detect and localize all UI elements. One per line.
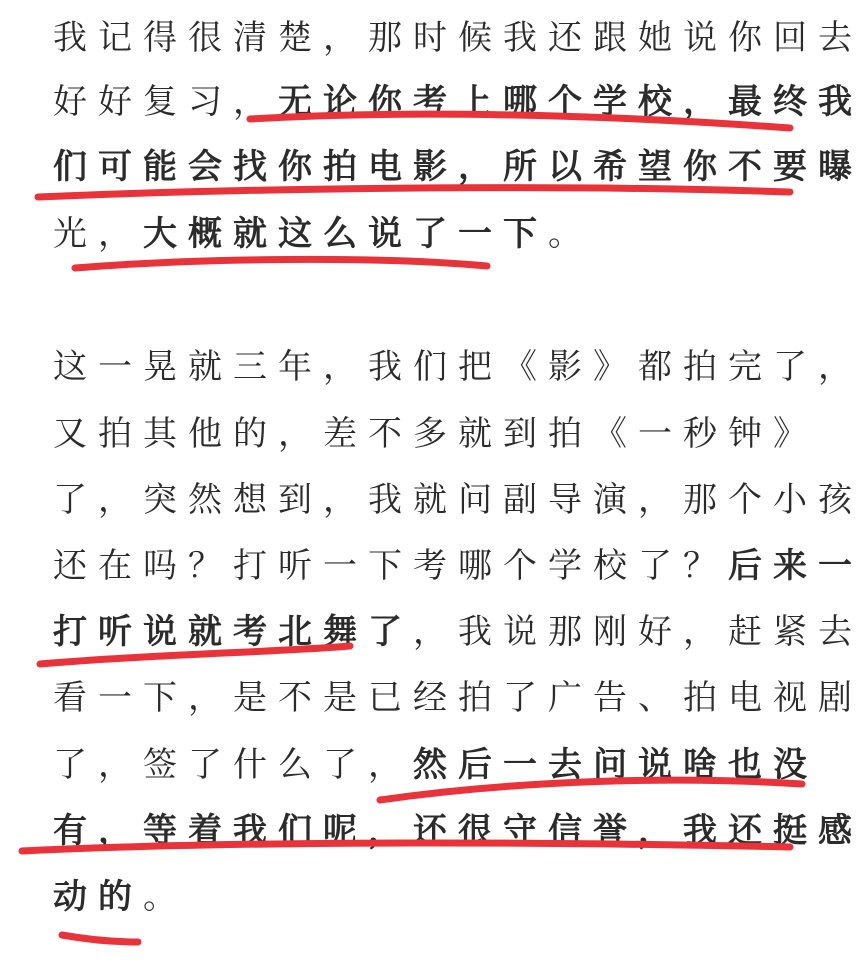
underlined-text-segment: 有，等着我们呢，还很守信誉，我还挺感: [53, 811, 863, 851]
text-line: [53, 807, 863, 855]
underline-stroke: [75, 259, 487, 268]
text-line: [53, 873, 188, 921]
text-segment: 了，突然想到，我就问副导演，那个小孩: [53, 480, 863, 520]
text-segment: 光，: [53, 214, 143, 254]
text-line: [53, 78, 863, 126]
underlined-text-segment: 们可能会找你拍电影，所以希望你不要曝: [53, 147, 863, 187]
text-segment: 了，签了什么了，: [53, 745, 413, 785]
text-segment: 又拍其他的，差不多就到拍《一秒钟》: [53, 414, 818, 454]
underlined-text-segment: 无论你考上哪个学校，最终我: [278, 82, 863, 122]
text-segment: 这一晃就三年，我们把《影》都拍完了，: [53, 347, 863, 387]
text-line: [53, 542, 863, 590]
text-segment: 好好复习，: [53, 82, 278, 122]
underlined-text-segment: 大概就这么说了一下: [143, 214, 548, 254]
text-line: [53, 143, 863, 191]
text-line: [53, 741, 818, 789]
underlined-text-segment: 然后一去问说啥也没: [413, 745, 818, 785]
text-line: [53, 343, 863, 391]
text-segment: 还在吗？打听一下考哪个学校了？: [53, 546, 728, 586]
text-segment: 。: [548, 214, 593, 254]
text-line: [53, 410, 818, 458]
text-line: [53, 674, 863, 722]
text-segment: 。: [143, 877, 188, 917]
text-line: [53, 14, 863, 62]
text-line: [53, 476, 863, 524]
underline-stroke: [62, 935, 138, 942]
underlined-text-segment: 动的: [53, 877, 143, 917]
text-line: [53, 210, 593, 258]
text-segment: 看一下，是不是已经拍了广告、拍电视剧: [53, 678, 863, 718]
text-line: [53, 608, 863, 656]
text-segment: 我记得很清楚，那时候我还跟她说你回去: [53, 18, 863, 58]
text-segment: ，我说那刚好，赶紧去: [413, 612, 863, 652]
underlined-text-segment: 打听说就考北舞了: [53, 612, 413, 652]
text-segment: 后来一: [728, 546, 863, 586]
